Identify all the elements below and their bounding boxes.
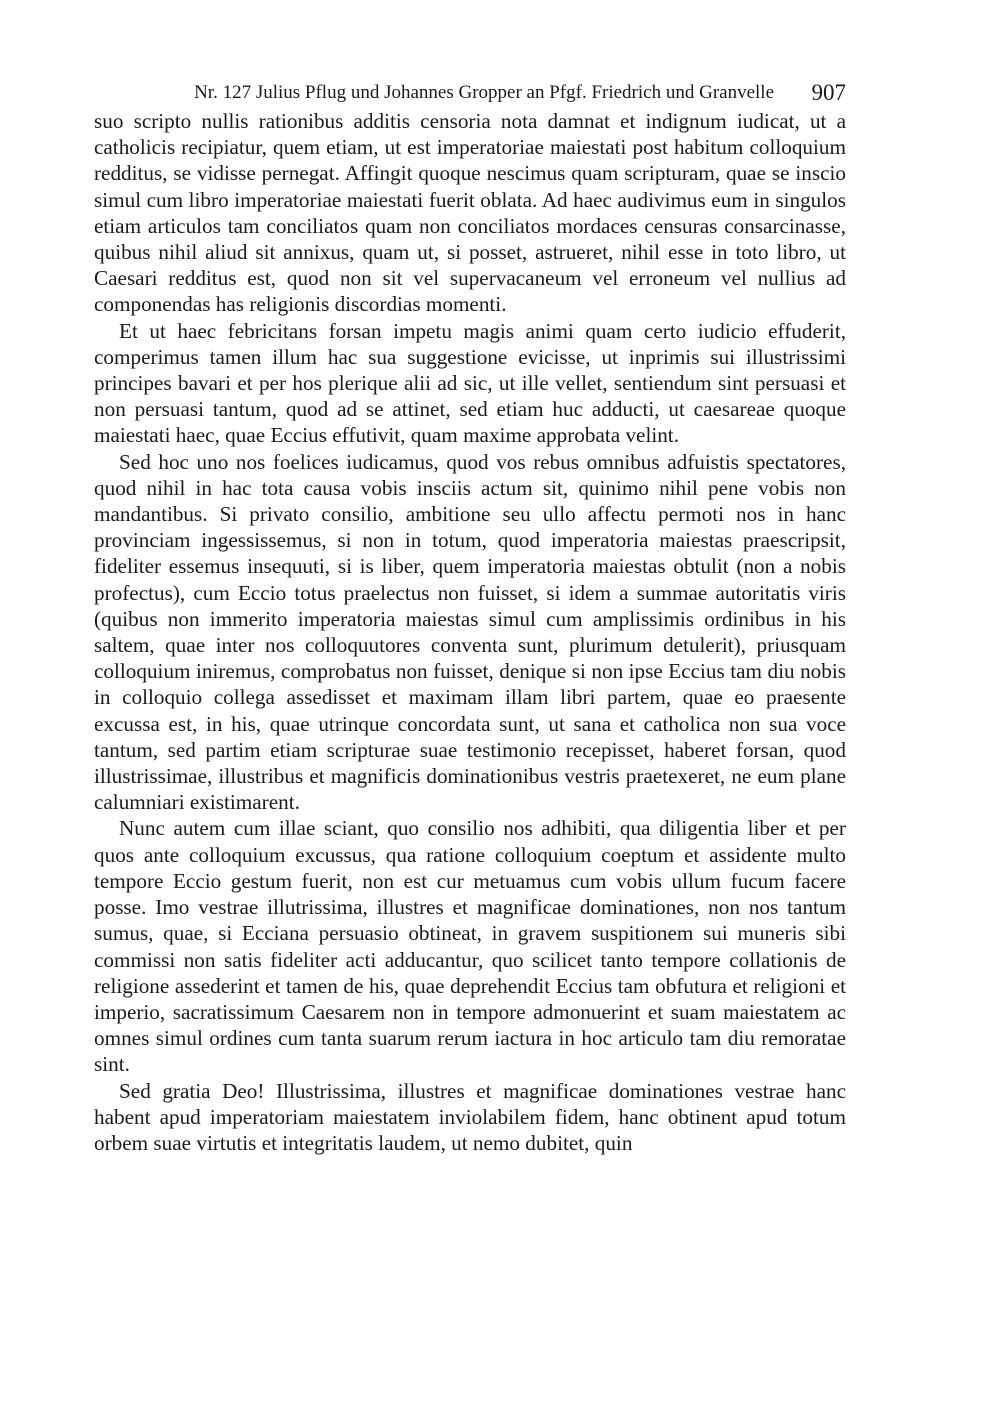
paragraph-5: Sed gratia Deo! Illustrissima, illustres et magnificae dominationes vestrae hanc habent apud imperatoriam maiestatem inviolabilem fidem, hanc obtinent apud totum orbem suae virtutis et integritatis laudem, ut nemo dubitet, quin xyxy=(94,1078,846,1155)
paragraph-3: Sed hoc uno nos foelices iudicamus, quod vos rebus omnibus adfuistis spectatores, quod nihil in hac tota causa vobis insciis actum sit, quinimo nihil pene vobis non mandantibus. Si privato consilio, ambitione seu ullo affectu permoti nos in hanc provinciam ingessissemus, si non in totum, quod imperatoria maiestas praescripsit, fideliter essemus insequuti, si is liber, quem imperatoria maiestas obtulit (non a nobis profectus), cum Eccio totus praelectus non fuisset, si idem a summae autoritatis viris (quibus non immerito imperatoria maiestas simul cum amplissimis ordinibus in his saltem, quae inter nos colloquutores conventa sunt, plurimum detulerit), priusquam colloquium iniremus, comprobatus non fuisset, denique si non ipse Eccius tam diu nobis in colloquio collega assedisset et maximam illam libri partem, quae eo praesente excussa est, in his, quae utrinque concordata sunt, ut sana et catholica non sua voce tantum, sed partim etiam scripturae suae testimonio recepisset, haberet forsan, quod illustrissimae, illustribus et magnificis dominationibus vestris praetexeret, ne eum plane calumniari existimarent. xyxy=(94,449,846,815)
body-text xyxy=(94,108,846,1156)
paragraph-4: Nunc autem cum illae sciant, quo consilio nos adhibiti, qua diligentia liber et per quos ante colloquium excussus, qua ratione colloquium coeptum et assidente multo tempore Eccio gestum fuerit, non est cur metuamus cum vobis ullum fucum facere posse. Imo vestrae illutrissima, illustres et magnificae dominationes, non nos tantum sumus, quae, si Ecciana persuasio obtineat, in gravem suspitionem sui muneris sibi commissi non satis fideliter acti adducantur, quo scilicet tanto tempore collationis de religione assederint et tamen de his, quae deprehendit Eccius tam obfutura et religioni et imperio, sacratissimum Caesarem non in tempore admonuerint et suam maiestatem ac omnes simul ordines cum tanta suarum rerum iactura in hoc articulo tam diu remoratae sint. xyxy=(94,816,846,1077)
paragraph-2: Et ut haec febricitans forsan impetu magis animi quam certo iudicio effuderit, comperimus tamen illum hac sua suggestione evicisse, ut inprimis sui illustrissimi principes bavari et per hos plerique alii ad sic, ut ille vellet, sentiendum sint persuasi et non persuasi tantum, quod ad se attinet, sed etiam huc adducti, ut caesareae quoque maiestati haec, quae Eccius effutivit, quam maxime approbata velint. xyxy=(94,318,846,448)
page-number: 907 xyxy=(811,80,846,105)
document-page xyxy=(94,78,846,1156)
running-header xyxy=(94,78,846,108)
paragraph-1: suo scripto nullis rationibus additis censoria nota damnat et indignum iudicat, ut a catholicis recipiatur, quem etiam, ut est imperatoriae maiestati post habitum colloquium redditus, se vidisse pernegat. Affingit quoque nescimus quam scripturam, quae se inscio simul cum libro imperatoriae maiestati fuerit oblata. Ad haec audivimus eum in singulos etiam articulos tam conciliatos quam non conciliatos mordaces censuras consarcinasse, quibus nihil aliud sit annixus, quam ut, si posset, astrueret, nihil esse in toto libro, ut Caesari redditus est, quod non sit vel supervacaneum vel erroneum vel nullius ad componendas has religionis discordias momenti. xyxy=(94,109,846,317)
running-title: Nr. 127 Julius Pflug und Johannes Gropper an Pfgf. Friedrich und Granvelle xyxy=(194,82,774,103)
